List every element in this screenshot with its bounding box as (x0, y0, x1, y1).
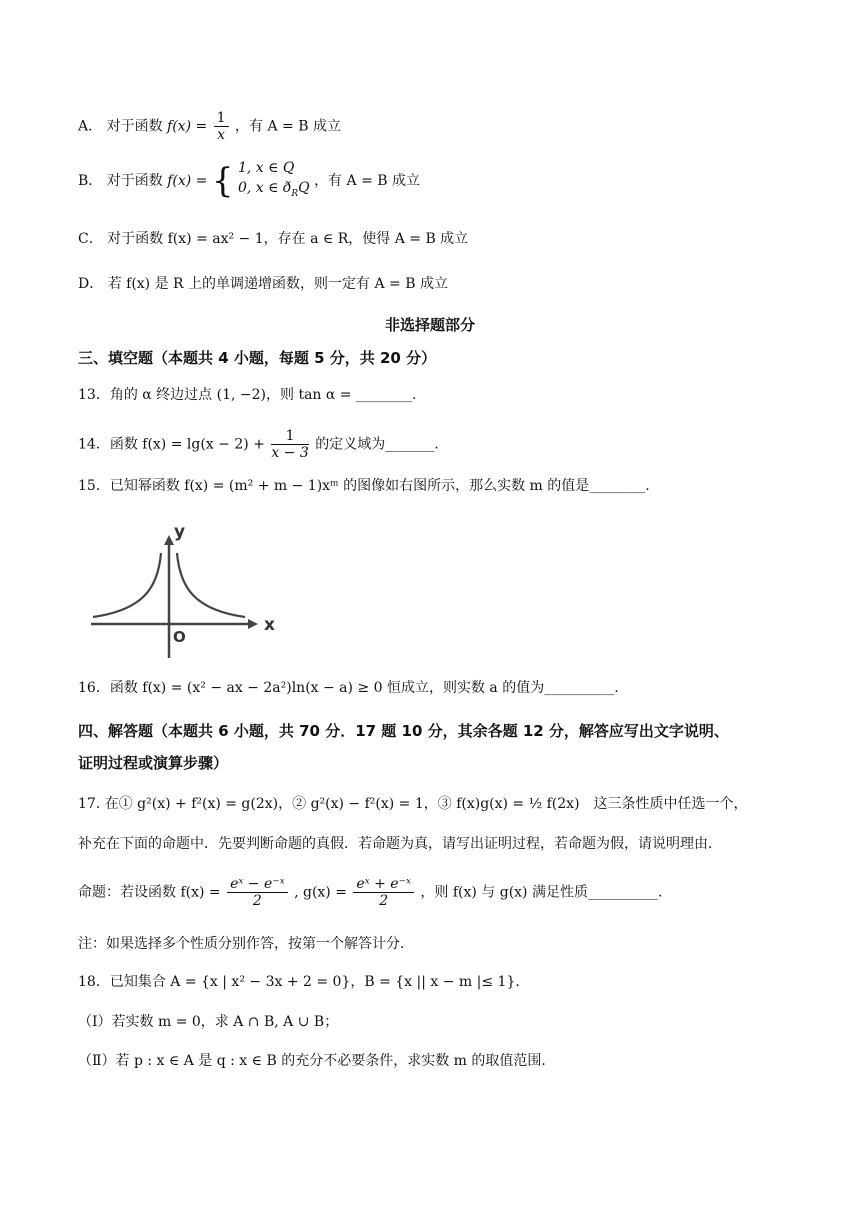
left-brace: { (211, 160, 234, 201)
question-18: 18．已知集合 A = {x | x² − 3x + 2 = 0}，B = {x || x − m |≤ 1}． (78, 974, 530, 990)
option-c: C． 对于函数 f(x) = ax² − 1，存在 a ∈ R，使得 A = B 成立 (78, 231, 469, 247)
piecewise-cases: 1, x ∈ Q 0, x ∈ $ð_RQ$ (237, 160, 310, 199)
option-a: A． 对于函数 f(x) = $\frac{1}{x}$ ，有 A = B 成立 (78, 110, 341, 143)
question-13: 13．角的 α 终边过点 (1, −2)，则 tan α = ________. (78, 387, 417, 403)
section3-title: 三、填空题（本题共 4 小题，每题 5 分，共 20 分） (78, 349, 437, 367)
note: 注：如果选择多个性质分别作答，按第一个解答计分． (78, 936, 414, 952)
fraction: $\frac{1}{x - 3}$ (271, 428, 309, 461)
question-17-line2: 补充在下面的命题中．先要判断命题的真假．若命题为真，请写出证明过程，若命题为假，请说明理由． (78, 836, 722, 852)
option-b: B． 对于函数 f(x) = { 1, x ∈ Q 0, x ∈ $ð_RQ$ ，有 A = B 成立 (78, 158, 800, 204)
power-function-graph (88, 518, 278, 666)
question-18-part2: （Ⅱ）若 p : x ∈ A 是 q : x ∈ B 的充分不必要条件，求实数 m 的取值范围． (78, 1053, 556, 1069)
curve-left (93, 553, 161, 617)
section-nonchoice-title: 非选择题部分 (384, 316, 475, 334)
section4-title-line1: 四、解答题（本题共 6 小题，共 70 分．17 题 10 分，其余各题 12 分，解答应写出文字说明、 (78, 722, 729, 740)
proposition: 命题：若设函数 f(x) = $\frac{\text{eˣ − e⁻ˣ}}{2}$ , g(x) = $\frac{\text{eˣ + e⁻ˣ}}{2}$ ，则 f(x) 与 g(x) 满足性质__________. (78, 876, 663, 909)
x-label: x (264, 615, 275, 635)
question-18-part1: （Ⅰ）若实数 m = 0，求 A ∩ B, A ∪ B； (78, 1014, 339, 1030)
option-d: D． 若 f(x) 是 R 上的单调递增函数，则一定有 A = B 成立 (78, 276, 448, 292)
y-axis-arrow (164, 535, 174, 545)
x-axis-arrow (248, 619, 258, 629)
y-label: y (174, 522, 186, 542)
question-16: 16．函数 f(x) = (x² − ax − 2a²)ln(x − a) ≥ 0 恒成立，则实数 a 的值为__________. (78, 680, 619, 696)
origin-label: O (173, 628, 186, 646)
question-14: 14．函数 f(x) = lg(x − 2) + $\frac{1}{x - 3}$ 的定义域为_______. (78, 428, 439, 461)
question-15: 15．已知幂函数 f(x) = (m² + m − 1)xᵐ 的图像如右图所示，那么实数 m 的值是________. (78, 478, 650, 494)
fraction-g: $\frac{\text{eˣ + e⁻ˣ}}{2}$ (353, 876, 414, 909)
curve-right (177, 553, 245, 617)
fraction: $\frac{1}{x}$ (214, 110, 229, 143)
section4-title-line2: 证明过程或演算步骤） (78, 754, 229, 772)
fraction-f: $\frac{\text{eˣ − e⁻ˣ}}{2}$ (227, 876, 288, 909)
question-17-line1: 17. 在① g²(x) + f²(x) = g(2x)，② g²(x) − f²(x) = 1，③ f(x)g(x) = ½ f(2x) 这三条性质中任选一个， (78, 796, 748, 812)
